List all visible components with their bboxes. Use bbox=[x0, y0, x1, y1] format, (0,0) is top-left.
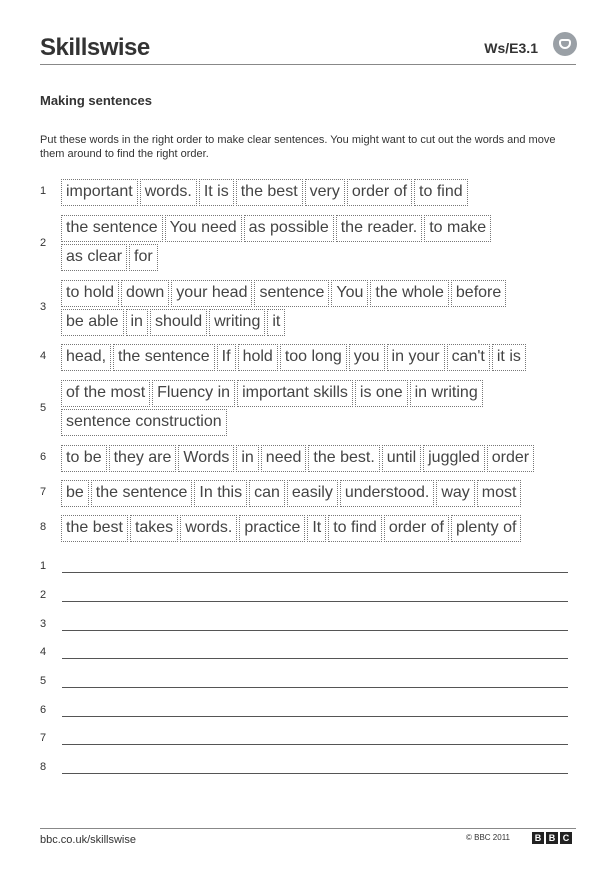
word-tile[interactable]: the sentence bbox=[113, 344, 215, 371]
word-tile-row bbox=[61, 515, 523, 542]
answer-line[interactable] bbox=[62, 687, 568, 688]
word-tile-row bbox=[61, 179, 470, 206]
word-tile[interactable]: the best. bbox=[308, 445, 379, 472]
word-tile[interactable]: be bbox=[61, 480, 89, 507]
word-tile[interactable]: sentence bbox=[254, 280, 329, 307]
answer-line[interactable] bbox=[62, 601, 568, 602]
word-tile[interactable]: can't bbox=[447, 344, 490, 371]
word-tile[interactable]: very bbox=[305, 179, 345, 206]
word-tile[interactable]: the sentence bbox=[61, 215, 163, 242]
question-number: 4 bbox=[40, 350, 47, 362]
word-tile[interactable]: In this bbox=[194, 480, 247, 507]
word-tile[interactable]: the best bbox=[61, 515, 128, 542]
word-tile[interactable]: order bbox=[487, 445, 534, 472]
word-tile[interactable]: to make bbox=[424, 215, 491, 242]
word-tile[interactable]: the best bbox=[236, 179, 303, 206]
answer-number: 3 bbox=[40, 618, 47, 630]
word-tile[interactable]: the sentence bbox=[91, 480, 193, 507]
word-tile[interactable]: they are bbox=[109, 445, 177, 472]
word-tile[interactable]: You need bbox=[165, 215, 242, 242]
word-tile[interactable]: in writing bbox=[410, 380, 483, 407]
word-tile-row bbox=[61, 480, 523, 507]
word-tile[interactable]: It is bbox=[199, 179, 234, 206]
question-number: 2 bbox=[40, 237, 47, 249]
word-tile[interactable]: as clear bbox=[61, 244, 127, 271]
word-tile[interactable]: for bbox=[129, 244, 158, 271]
word-tile[interactable]: easily bbox=[287, 480, 338, 507]
header-divider bbox=[40, 64, 576, 65]
word-tile[interactable]: the whole bbox=[370, 280, 449, 307]
word-tile[interactable]: way bbox=[436, 480, 474, 507]
question-number: 6 bbox=[40, 451, 47, 463]
question-number: 3 bbox=[40, 301, 47, 313]
word-tile[interactable]: be able bbox=[61, 309, 124, 336]
word-tile[interactable]: to be bbox=[61, 445, 107, 472]
word-tile[interactable]: is one bbox=[355, 380, 408, 407]
word-tile-row bbox=[61, 280, 508, 307]
answer-line[interactable] bbox=[62, 572, 568, 573]
word-tile[interactable]: down bbox=[121, 280, 169, 307]
word-tile[interactable]: important skills bbox=[237, 380, 353, 407]
word-tile[interactable]: order of bbox=[347, 179, 412, 206]
word-tile[interactable]: can bbox=[249, 480, 285, 507]
answer-line[interactable] bbox=[62, 630, 568, 631]
word-tile[interactable]: it bbox=[267, 309, 285, 336]
word-tile[interactable]: to find bbox=[414, 179, 468, 206]
answer-line[interactable] bbox=[62, 744, 568, 745]
instructions: Put these words in the right order to make clear sentences. You might want to cut out the words and move them around to find the right order. bbox=[40, 134, 556, 160]
bbc-letter: B bbox=[532, 832, 544, 844]
answer-number: 2 bbox=[40, 589, 47, 601]
word-tile[interactable]: too long bbox=[280, 344, 347, 371]
word-tile[interactable]: important bbox=[61, 179, 138, 206]
answer-number: 6 bbox=[40, 704, 47, 716]
word-tile[interactable]: takes bbox=[130, 515, 178, 542]
answer-number: 7 bbox=[40, 732, 47, 744]
word-tile[interactable]: you bbox=[349, 344, 385, 371]
word-tile[interactable]: in your bbox=[387, 344, 445, 371]
word-tile[interactable]: in bbox=[236, 445, 258, 472]
bbc-letter: C bbox=[560, 832, 572, 844]
word-tile[interactable]: in bbox=[126, 309, 148, 336]
word-tile[interactable]: Fluency in bbox=[152, 380, 235, 407]
word-tile[interactable]: understood. bbox=[340, 480, 435, 507]
answer-number: 1 bbox=[40, 560, 47, 572]
answer-number: 8 bbox=[40, 761, 47, 773]
word-tile-row bbox=[61, 344, 528, 371]
question-number: 8 bbox=[40, 521, 47, 533]
word-tile-row bbox=[61, 244, 160, 271]
word-tile[interactable]: need bbox=[261, 445, 307, 472]
question-number: 7 bbox=[40, 486, 47, 498]
word-tile-row bbox=[61, 215, 493, 242]
bbc-logo bbox=[532, 832, 572, 844]
answer-line[interactable] bbox=[62, 658, 568, 659]
word-tile[interactable]: the reader. bbox=[336, 215, 423, 242]
answer-line[interactable] bbox=[62, 773, 568, 774]
word-tile[interactable]: Words bbox=[178, 445, 234, 472]
page-title: Making sentences bbox=[40, 93, 152, 108]
word-tile[interactable]: it is bbox=[492, 344, 526, 371]
word-tile-row bbox=[61, 380, 485, 407]
question-number: 5 bbox=[40, 402, 47, 414]
word-tile[interactable]: If bbox=[217, 344, 236, 371]
word-tile[interactable]: should bbox=[150, 309, 207, 336]
word-tile[interactable]: order of bbox=[384, 515, 449, 542]
word-tile[interactable]: most bbox=[477, 480, 522, 507]
word-tile[interactable]: your head bbox=[171, 280, 252, 307]
answer-number: 5 bbox=[40, 675, 47, 687]
word-tile[interactable]: practice bbox=[239, 515, 305, 542]
owl-icon bbox=[553, 32, 577, 56]
word-tile[interactable]: words. bbox=[180, 515, 237, 542]
answer-number: 4 bbox=[40, 646, 47, 658]
bbc-letter: B bbox=[546, 832, 558, 844]
word-tile[interactable]: sentence construction bbox=[61, 409, 227, 436]
word-tile[interactable]: head, bbox=[61, 344, 111, 371]
copyright: © BBC 2011 bbox=[466, 833, 510, 842]
word-tile[interactable]: as possible bbox=[244, 215, 334, 242]
word-tile[interactable]: words. bbox=[140, 179, 197, 206]
word-tile[interactable]: until bbox=[382, 445, 421, 472]
word-tile[interactable]: of the most bbox=[61, 380, 150, 407]
worksheet-reference: Ws/E3.1 bbox=[484, 40, 538, 56]
footer-divider bbox=[40, 828, 576, 829]
word-tile-row bbox=[61, 445, 536, 472]
question-number: 1 bbox=[40, 185, 47, 197]
word-tile-row bbox=[61, 409, 229, 436]
answer-line[interactable] bbox=[62, 716, 568, 717]
footer-url[interactable]: bbc.co.uk/skillswise bbox=[40, 834, 136, 846]
word-tile[interactable]: juggled bbox=[423, 445, 485, 472]
word-tile-row bbox=[61, 309, 287, 336]
word-tile[interactable]: to hold bbox=[61, 280, 119, 307]
word-tile[interactable]: You bbox=[331, 280, 368, 307]
word-tile[interactable]: before bbox=[451, 280, 506, 307]
word-tile[interactable]: writing bbox=[209, 309, 265, 336]
word-tile[interactable]: hold bbox=[238, 344, 278, 371]
word-tile[interactable]: plenty of bbox=[451, 515, 521, 542]
skillswise-logo: Skillswise bbox=[40, 34, 150, 61]
word-tile[interactable]: to find bbox=[328, 515, 382, 542]
word-tile[interactable]: It bbox=[307, 515, 326, 542]
